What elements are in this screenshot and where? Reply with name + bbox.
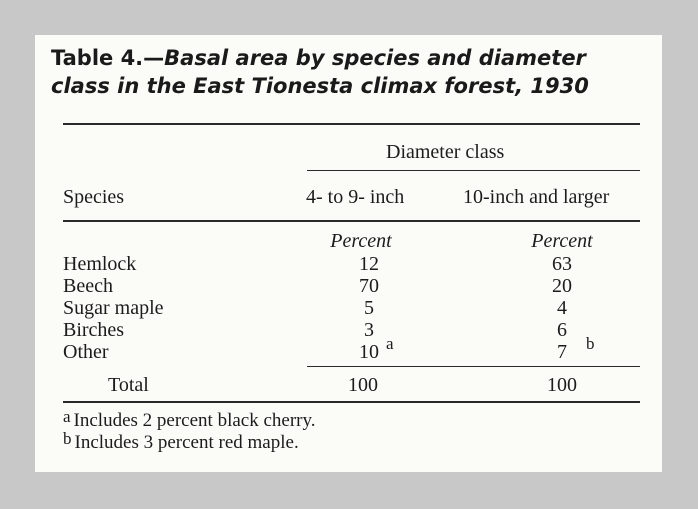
footnote-marker-a: a	[386, 334, 394, 353]
row-small-value: 70	[359, 275, 379, 297]
table-title-text: Basal area by species and diameter	[164, 46, 586, 70]
row-small-value: 3	[364, 319, 374, 341]
row-large-value: 7	[557, 341, 567, 363]
header-small-diameter: 4- to 9- inch	[306, 186, 405, 208]
row-large-value: 6	[557, 319, 567, 341]
bottom-rule	[63, 401, 640, 403]
unit-small: Percent	[330, 230, 392, 252]
total-large-value: 100	[547, 374, 577, 396]
table-card	[35, 35, 662, 472]
row-large-value: 20	[552, 275, 572, 297]
footnote-b-text: Includes 3 percent red maple.	[74, 432, 299, 453]
footnote-b	[63, 429, 299, 454]
header-large-diameter: 10-inch and larger	[463, 186, 610, 208]
row-species: Other	[63, 341, 109, 363]
table-number: Table 4.	[51, 46, 144, 70]
top-rule	[63, 123, 640, 125]
row-large-value: 4	[557, 297, 567, 319]
footnote-a-text: Includes 2 percent black cherry.	[73, 410, 316, 431]
row-small-value: 5	[364, 297, 374, 319]
row-large-value: 63	[552, 253, 572, 275]
header-species: Species	[63, 186, 125, 208]
row-species: Birches	[63, 319, 125, 341]
row-species: Hemlock	[63, 253, 137, 275]
total-label: Total	[108, 374, 149, 396]
footnote-marker-b: b	[586, 334, 595, 353]
row-species: Sugar maple	[63, 297, 164, 319]
header-rule	[63, 220, 640, 222]
table-title-line-1	[51, 45, 586, 72]
spanner-rule	[307, 170, 640, 171]
total-small-value: 100	[348, 374, 378, 396]
row-small-value: 12	[359, 253, 379, 275]
row-small-value: 10	[359, 341, 379, 363]
total-rule	[307, 366, 640, 367]
unit-large: Percent	[531, 230, 593, 252]
row-species: Beech	[63, 275, 113, 297]
footnote-a-mark: a	[63, 407, 71, 426]
spanner-header: Diameter class	[386, 141, 505, 163]
table-title-line-2: class in the East Tionesta climax forest, 1930	[51, 74, 589, 98]
title-dash: —	[143, 46, 165, 70]
footnote-b-mark: b	[63, 429, 72, 448]
footnote-a	[63, 407, 316, 432]
